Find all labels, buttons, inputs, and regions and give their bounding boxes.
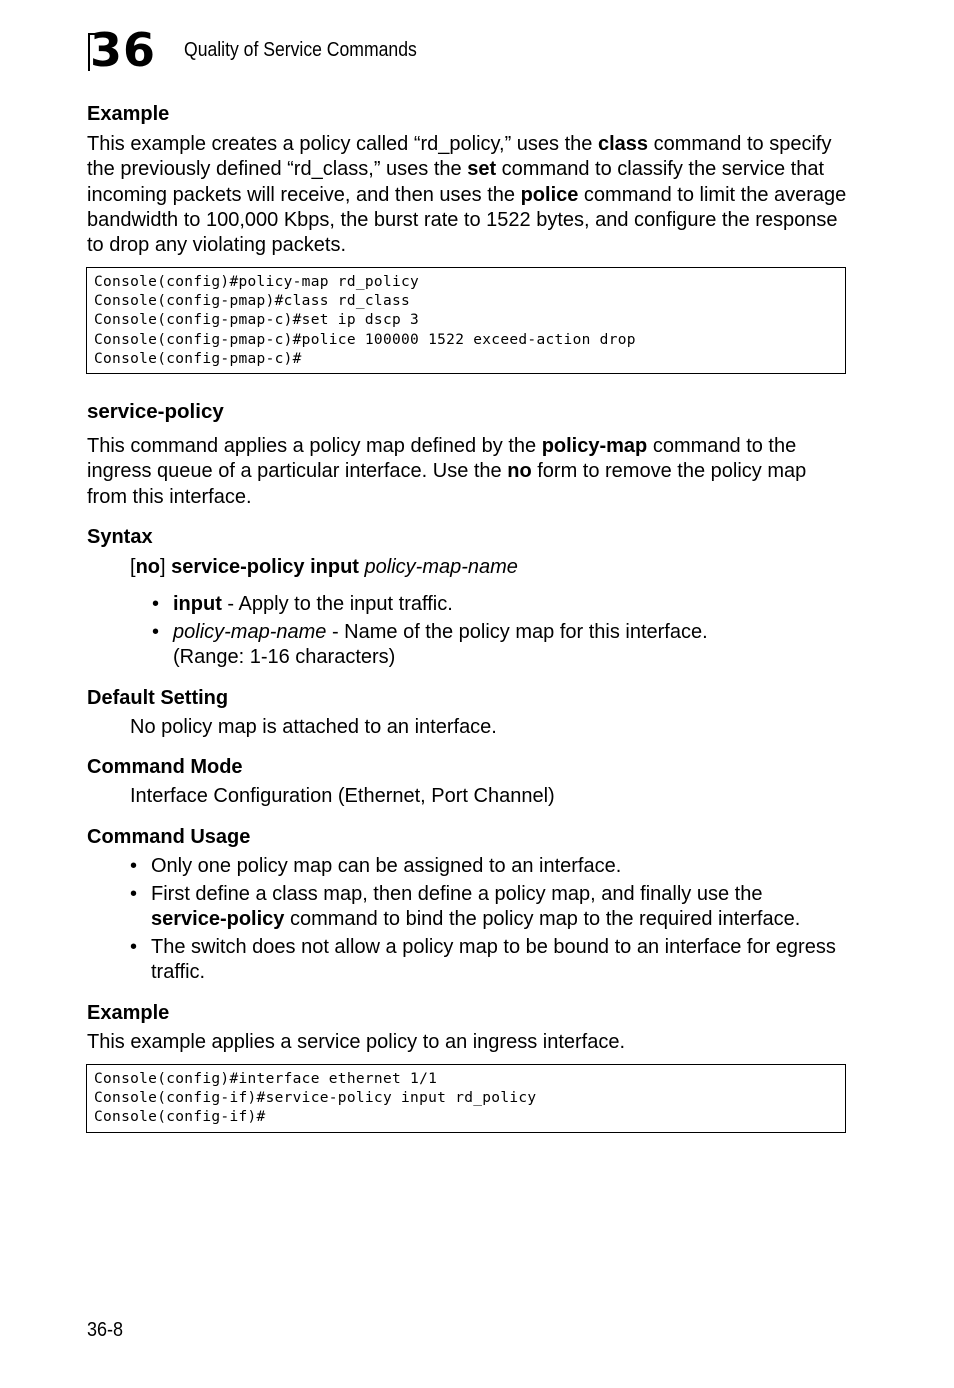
default-heading: Default Setting <box>87 687 229 709</box>
syntax-line: [no] service-policy input policy-map-name <box>130 556 518 578</box>
chapter-number: 36 <box>90 23 157 77</box>
code-line: Console(config-pmap-c)#police 100000 1522 exceed-action drop <box>94 331 636 348</box>
default-text: No policy map is attached to an interface. <box>130 716 497 738</box>
usage-item: • First define a class map, then define a policy map, and finally use the service-policy command to bind the policy map to the required interface. <box>130 883 801 931</box>
code-line: Console(config-pmap-c)# <box>94 350 302 367</box>
example-description: This example creates a policy called “rd_policy,” uses the class command to specify the previously defined “rd_class,” uses the set command to classify the service that incoming packets will receive, and then uses the police command to limit the average bandwidth to 100,000 Kbps, the burst rate to 1522 bytes, and configure the response to drop any violating packets. <box>87 133 847 257</box>
page-number: 36-8 <box>87 1319 124 1341</box>
mode-text: Interface Configuration (Ethernet, Port Channel) <box>130 785 555 807</box>
mode-heading: Command Mode <box>87 756 243 778</box>
code-line: Console(config)#policy-map rd_policy <box>94 274 420 290</box>
example-heading: Example <box>87 1002 170 1024</box>
usage-item: • Only one policy map can be assigned to an interface. <box>130 855 622 877</box>
param-item: • input - Apply to the input traffic. <box>152 593 453 615</box>
param-item: • policy-map-name - Name of the policy map for this interface. (Range: 1-16 characters) <box>152 621 708 669</box>
command-title: service-policy <box>87 400 224 423</box>
code-line: Console(config-if)#service-policy input rd_policy <box>94 1090 537 1107</box>
code-block <box>86 267 846 374</box>
syntax-heading: Syntax <box>87 526 153 548</box>
code-line: Console(config-if)# <box>94 1109 266 1126</box>
example-description: This example applies a service policy to an ingress interface. <box>87 1031 626 1053</box>
usage-item: • The switch does not allow a policy map to be bound to an interface for egress traffic. <box>130 936 836 984</box>
example-heading: Example <box>87 103 170 125</box>
code-line: Console(config-pmap-c)#set ip dscp 3 <box>94 312 420 329</box>
code-block <box>86 1064 846 1133</box>
command-description: This command applies a policy map defined by the policy-map command to the ingress queue of a particular interface. Use the no form to remove the policy map from this interface. <box>87 435 807 508</box>
chapter-title: Quality of Service Commands <box>184 39 417 61</box>
code-line: Console(config)#interface ethernet 1/1 <box>94 1071 438 1087</box>
usage-heading: Command Usage <box>87 826 251 848</box>
code-line: Console(config-pmap)#class rd_class <box>94 293 411 310</box>
